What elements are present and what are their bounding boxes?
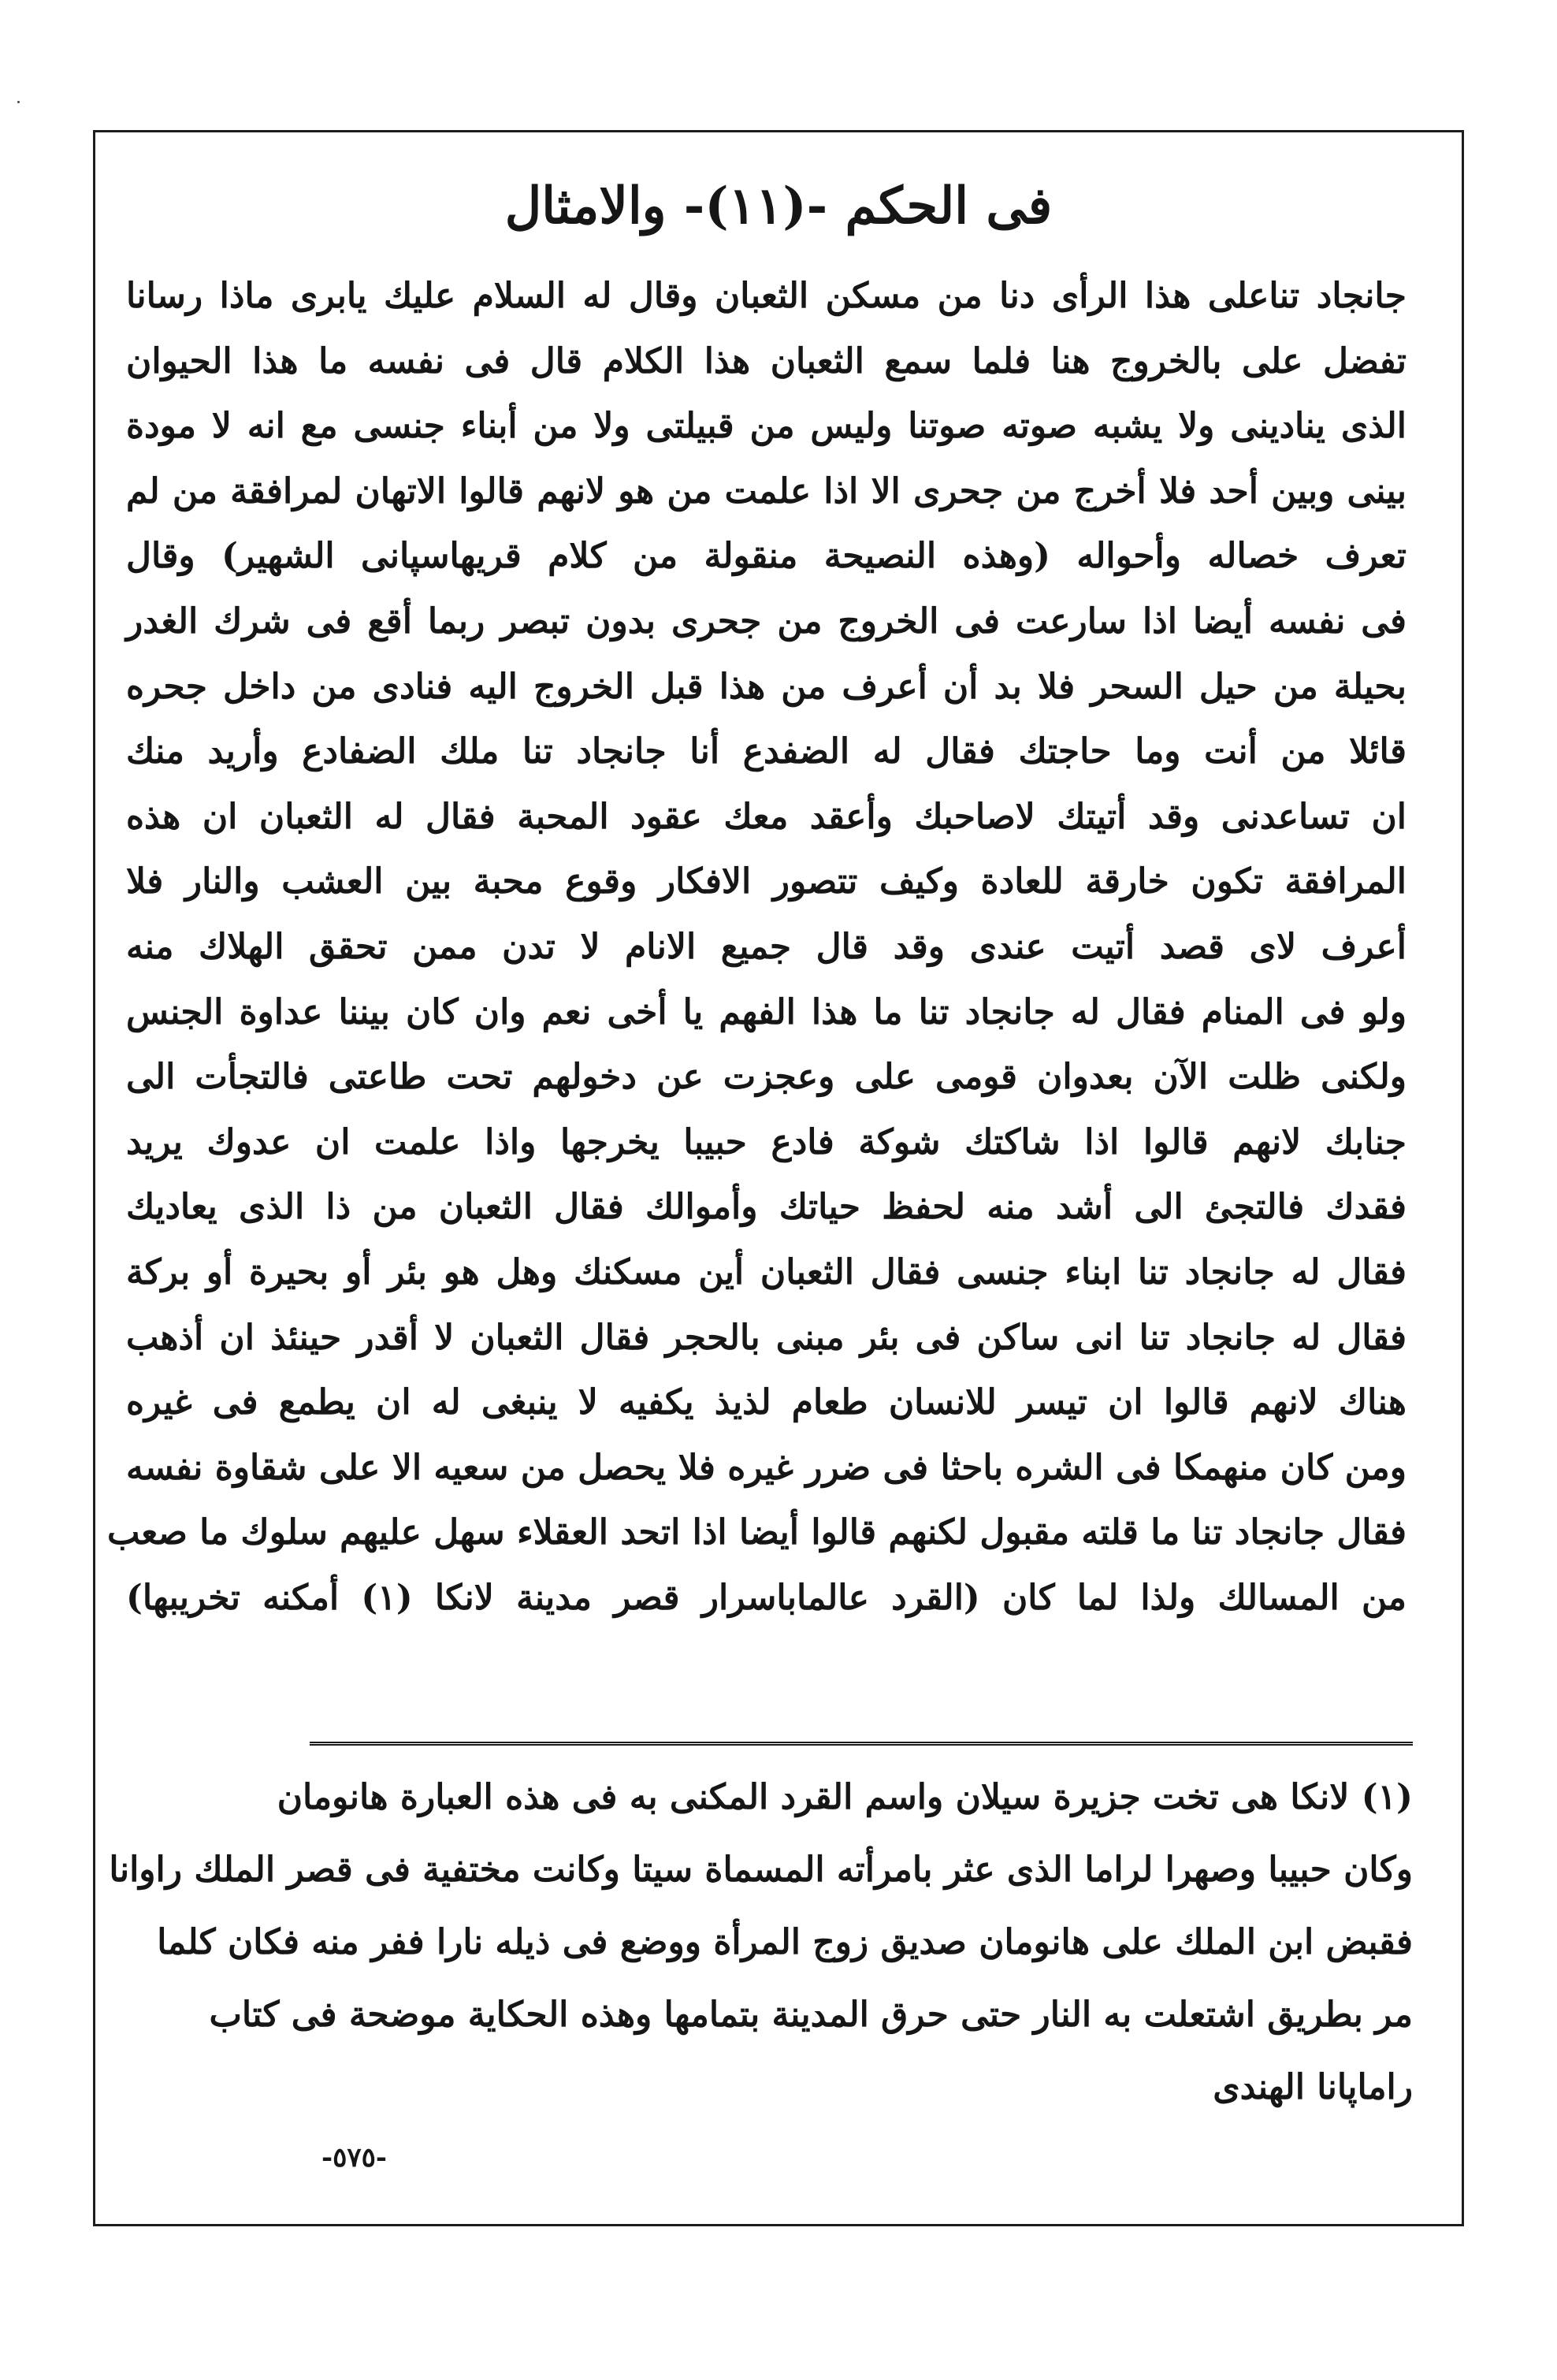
footnote-block [109,1761,1413,2124]
footnote-separator [310,1742,1413,1746]
text-line: جنابك لانهم قالوا اذا شاكتك شوكة فادع حبيبا يخرجها واذا علمت ان عدوك يريد [126,1121,1407,1162]
text-line: الذى ينادينى ولا يشبه صوته صوتنا وليس من قبيلتى ولا من أبناء جنسى مع انه لا مودة [126,406,1407,447]
text-line: ولكنى ظلت الآن بعدوان قومى على وعجزت عن دخولهم تحت طاعتى فالتجأت الى [126,1057,1407,1098]
footnote-line: مر بطريق اشتعلت به النار حتى حرق المدينة بتمامها وهذه الحكاية موضحة فى كتاب [209,1995,1413,2035]
footnote-line: (١) لانكا هى تخت جزيرة سيلان واسم القرد المكنى به فى هذه العبارة هانومان [277,1777,1413,1817]
running-header: فى الحكم -(١١)- والامثال [504,177,1053,236]
text-line: ان تساعدنى وقد أتيتك لاصاحبك وأعقد معك عقود المحبة فقال له الثعبان ان هذه [126,796,1407,837]
text-line: تعرف خصاله وأحواله (وهذه النصيحة منقولة من كلام قريهاسپانى الشهير) وقال [126,536,1407,577]
text-line: هناك لانهم قالوا ان تيسر للانسان طعام لذيذ يكفيه لا ينبغى له ان يطمع فى غيره [126,1382,1407,1423]
text-line: قائلا من أنت وما حاجتك فقال له الضفدع أنا جانجاد تنا ملك الضفادع وأريد منك [126,731,1407,772]
text-line: أعرف لاى قصد أتيت عندى وقد قال جميع الانام لا تدن ممن تحقق الهلاك منه [126,926,1407,967]
text-line: جانجاد تناعلى هذا الرأى دنا من مسكن الثعبان وقال له السلام عليك يابرى ماذا رسانا [126,276,1407,316]
text-line: فقال جانجاد تنا ما قلته مقبول لكنهم قالوا أيضا اذا اتحد العقلاء سهل عليهم سلوك ما صعب [107,1512,1407,1553]
text-line: فقال له جانجاد تنا انى ساكن فى بئر مبنى بالحجر فقال الثعبان لا أقدر حينئذ ان أذهب [126,1317,1407,1358]
text-line: فقدك فالتجئ الى أشد منه لحفظ حياتك وأموالك فقال الثعبان من ذا الذى يعاديك [126,1187,1407,1228]
footnote-line: راماپانا الهندى [1213,2067,1413,2107]
text-line: ولو فى المنام فقال له جانجاد تنا ما هذا الفهم يا أخى نعم وان كان بيننا عداوة الجنس [126,991,1407,1032]
footnote-line: وكان حبيبا وصهرا لراما الذى عثر بامرأته المسماة سيتا وكانت مختفية فى قصر الملك راوانا [109,1850,1413,1890]
text-line: المرافقة تكون خارقة للعادة وكيف تتصور الافكار وقوع محبة بين العشب والنار فلا [126,861,1407,902]
footnote-line: فقبض ابن الملك على هانومان صديق زوج المرأة ووضع فى ذيله نارا ففر منه فكان كلما [157,1922,1413,1962]
main-text-block [107,264,1407,1631]
text-line: بينى وبين أحد فلا أخرج من جحرى الا اذا علمت من هو لانهم قالوا الاتهان لمرافقة من لم [126,470,1407,511]
text-line: ومن كان منهمكا فى الشره باحثا فى ضرر غيره فلا يحصل من سعيه الا على شقاوة نفسه [126,1447,1407,1488]
text-line: بحيلة من حيل السحر فلا بد أن أعرف من هذا قبل الخروج اليه فنادى من داخل جحره [126,666,1407,707]
text-line: من المسالك ولذا لما كان (القرد عالماباسرار قصر مدينة لانكا (١) أمكنه تخريبها) [126,1577,1407,1618]
text-line: فقال له جانجاد تنا ابناء جنسى فقال الثعبان أين مسكنك وهل هو بئر أو بحيرة أو بركة [126,1251,1407,1292]
text-line: فى نفسه أيضا اذا سارعت فى الخروج من جحرى بدون تبصر ربما أقع فى شرك الغدر [126,601,1407,641]
scan-speck [17,101,20,103]
text-line: تفضل على بالخروج هنا فلما سمع الثعبان هذا الكلام قال فى نفسه ما هذا الحيوان [126,340,1407,381]
page-number: -٥٧٥- [321,2142,388,2174]
